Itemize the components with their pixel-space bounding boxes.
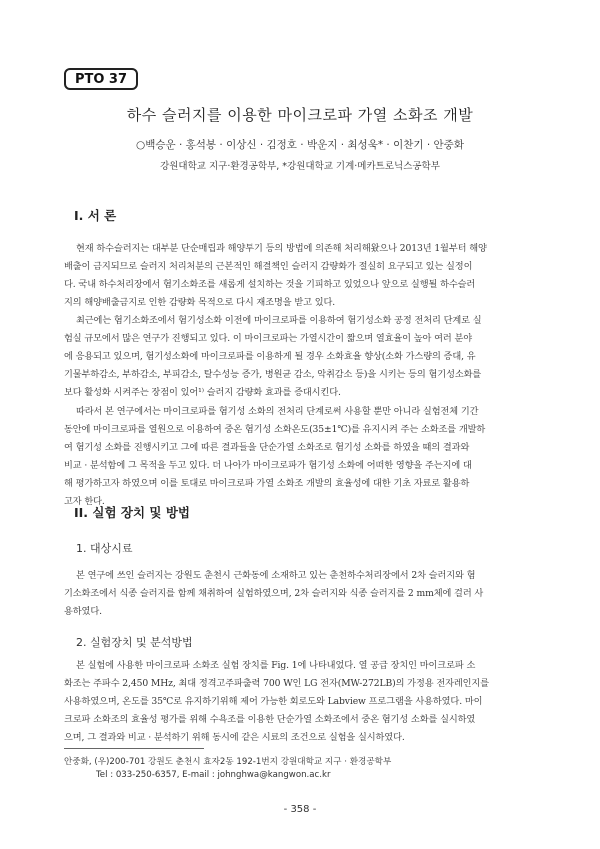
intro-paragraph-2 bbox=[64, 312, 544, 402]
text-line: 험실 규모에서 많은 연구가 진행되고 있다. 이 마이크로파는 가열시간이 짧으며 열효율이 높아 여러 분야 bbox=[64, 333, 473, 345]
affiliation: 강원대학교 지구·환경공학부, *강원대학교 기계·메카트로닉스공학부 bbox=[160, 161, 440, 172]
apparatus-paragraph bbox=[64, 657, 544, 747]
text-line: 현재 하수슬러지는 대부분 단순매립과 해양투기 등의 방법에 의존해 처리해왔으나 2013년 1월부터 해양 bbox=[76, 243, 487, 254]
text-line: 기물부하감소, 부하감소, 부피감소, 탈수성능 증가, 병원균 감소, 악취감소 등)을 시키는 등의 혐기성소화를 bbox=[64, 369, 482, 381]
author-list: ○백승운 · 홍석봉 · 이상신 · 김정호 · 박운지 · 최성욱* · 이찬기 · 안중화 bbox=[136, 139, 464, 151]
section-heading-introduction: I. 서 론 bbox=[74, 208, 117, 223]
text-line: 에 응용되고 있으며, 혐기성소화에 마이크로파를 이용하게 될 경우 소화효율 향상(소화 가스량의 증대, 유 bbox=[64, 351, 476, 363]
page-number: - 358 - bbox=[283, 804, 317, 815]
text-line: 따라서 본 연구에서는 마이크로파를 혐기성 소화의 전처리 단계로써 사용할 뿐만 아니라 실험전체 기간 bbox=[76, 406, 479, 417]
text-line: 으며, 그 결과와 비교 · 분석하기 위해 동시에 같은 시료의 조건으로 실험을 실시하였다. bbox=[64, 732, 405, 744]
text-line: 고자 한다. bbox=[64, 496, 105, 508]
text-line: 보다 활성화 시켜주는 장점이 있어¹⁾ 슬러지 감량화 효과를 증대시킨다. bbox=[64, 387, 341, 399]
text-line: 지의 해양배출금지로 인한 감량화 목적으로 다시 재조명을 받고 있다. bbox=[64, 297, 336, 309]
text-line: 화조는 주파수 2,450 MHz, 최대 정격고주파출력 700 W인 LG 전자(MW-272LB)의 가정용 전자레인지를 bbox=[64, 678, 489, 690]
text-line: 사용하였으며, 온도를 35℃로 유지하기위해 제어 가능한 회로도와 Labview 프로그램을 사용하였다. 마이 bbox=[64, 696, 483, 708]
text-line: 크로파 소화조의 효율성 평가를 위해 수욕조를 이용한 단순가열 소화조에서 중온 혐기성 소화를 실시하였 bbox=[64, 714, 476, 726]
text-line: 다. 국내 하수처리장에서 혐기소화조를 새롭게 설치하는 것을 기피하고 있었으나 앞으로 실행될 하수슬러 bbox=[64, 279, 476, 291]
footnote-address: 안중화, (우)200-701 강원도 춘천시 효자2동 192-1번지 강원대학교 지구 · 환경공학부 bbox=[64, 757, 392, 767]
subsection-heading-samples: 1. 대상시료 bbox=[76, 542, 133, 555]
paper-title: 하수 슬러지를 이용한 마이크로파 가열 소화조 개발 bbox=[126, 106, 474, 124]
footnote-divider bbox=[64, 748, 204, 749]
text-line: 여 혐기성 소화를 진행시키고 그에 따른 결과들을 단순가열 소화조로 혐기성 소화를 하였을 때의 결과와 bbox=[64, 442, 470, 454]
text-line: 최근에는 혐기소화조에서 혐기성소화 이전에 마이크로파를 이용하여 혐기성소화 공정 전처리 단계로 실 bbox=[76, 315, 482, 326]
text-line: 동안에 마이크로파를 열원으로 이용하여 중온 혐기성 소화온도(35±1℃)를 유지시켜 주는 소화조를 개발하 bbox=[64, 424, 486, 436]
text-line: 해 평가하고자 하였으며 이를 토대로 마이크로파 가열 소화조 개발의 효율성에 대한 기초 자료로 활용하 bbox=[64, 478, 470, 490]
session-badge: PTO 37 bbox=[64, 68, 138, 90]
text-line: 본 연구에 쓰인 슬러지는 강원도 춘천시 근화동에 소재하고 있는 춘천하수처리장에서 2차 슬러지와 혐 bbox=[76, 570, 476, 581]
subsection-heading-apparatus: 2. 실험장치 및 분석방법 bbox=[76, 636, 193, 649]
text-line: 용하였다. bbox=[64, 606, 102, 618]
section-heading-methods: II. 실험 장치 및 방법 bbox=[74, 505, 190, 520]
intro-paragraph-1 bbox=[64, 240, 544, 312]
text-line: 기소화조에서 식종 슬러지를 함께 채취하여 실험하였으며, 2차 슬러지와 식종 슬러지를 2 mm체에 걸러 사 bbox=[64, 588, 484, 600]
intro-paragraph-3 bbox=[64, 403, 544, 512]
text-line: 본 실험에 사용한 마이크로파 소화조 실험 장치를 Fig. 1에 나타내었다. 열 공급 장치인 마이크로파 소 bbox=[76, 660, 476, 671]
text-line: 배출이 금지되므로 슬러지 처리처분의 근본적인 해결책인 슬러지 감량화가 절실히 요구되고 있는 실정이 bbox=[64, 261, 473, 273]
samples-paragraph bbox=[64, 567, 544, 621]
text-line: 비교 · 분석함에 그 목적을 두고 있다. 더 나아가 마이크로파가 혐기성 소화에 어떠한 영향을 주는지에 대 bbox=[64, 460, 472, 472]
footnote-contact: Tel : 033-250-6357, E-mail : johnghwa@kangwon.ac.kr bbox=[96, 770, 331, 780]
